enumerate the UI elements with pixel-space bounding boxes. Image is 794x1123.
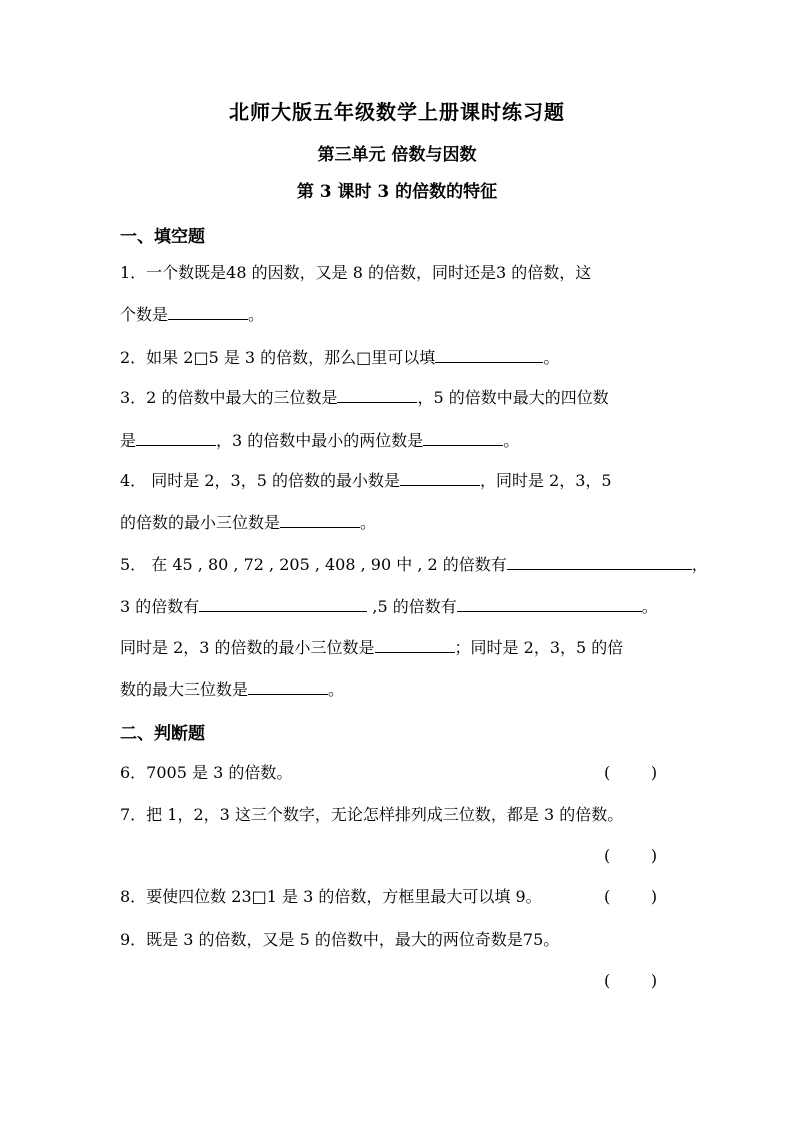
q8-text: 8．要使四位数 23□1 是 3 的倍数，方框里最大可以填 9。 [120,887,542,906]
q5-text-d: ,5 的倍数有 [367,597,457,616]
q4-end: 。 [360,513,377,532]
q3-line2 [120,429,519,452]
q5-text-f: ；同时是 2，3，5 的倍 [454,638,624,657]
q2-answer-blank[interactable] [435,346,543,363]
q5-end-1: 。 [641,597,658,616]
q5-answer-blank-1[interactable] [507,553,692,570]
q1-end: 。 [248,305,265,324]
section-true-false: 二、判断题 [120,724,205,744]
q1-answer-blank[interactable] [168,303,248,320]
q7-text: 7．把 1，2，3 这三个数字，无论怎样排列成三位数，都是 3 的倍数。 [120,805,624,824]
q2-end: 。 [543,348,560,367]
q4-answer-blank-1[interactable] [400,469,480,486]
unit-title: 第三单元 倍数与因数 [317,145,477,165]
q4-line2 [120,511,376,534]
q3-line1 [120,386,609,409]
q3-answer-blank-2[interactable] [136,429,216,446]
q3-text-c: 是 [120,431,137,450]
q5-text-a: 5． 在 45 , 80 , 72 , 205 , 408 , 90 中 , 2 的倍数有 [120,555,507,574]
q2-text: 2．如果 2□5 是 3 的倍数，那么□里可以填 [120,348,436,367]
q5-line3 [120,636,623,659]
q1-line2 [120,303,264,326]
q2-line [120,346,559,369]
q4-text-c: 的倍数的最小三位数是 [120,513,281,532]
section-fill-in: 一、填空题 [120,227,205,247]
q5-line1 [120,553,708,576]
q5-answer-blank-5[interactable] [248,678,328,695]
q6-text: 6．7005 是 3 的倍数。 [120,763,293,782]
q4-text-a: 4． 同时是 2，3，5 的倍数的最小数是 [120,471,400,490]
q5-text-c: 3 的倍数有 [120,597,200,616]
worksheet-title: 北师大版五年级数学上册课时练习题 [229,100,565,124]
q1-text: 个数是 [120,305,169,324]
q5-answer-blank-3[interactable] [457,595,642,612]
q5-answer-blank-4[interactable] [375,636,455,653]
q9-answer-parens[interactable]: ( ) [604,971,658,990]
q5-text-e: 同时是 2，3 的倍数的最小三位数是 [120,638,375,657]
q4-answer-blank-2[interactable] [280,511,360,528]
q3-text-b: ，5 的倍数中最大的四位数 [417,388,609,407]
q5-text-b: ， [691,555,708,574]
q3-answer-blank-3[interactable] [423,429,503,446]
q4-line1 [120,469,612,492]
q9-text: 9．既是 3 的倍数，又是 5 的倍数中，最大的两位奇数是75。 [120,930,560,949]
q5-end-2: 。 [328,680,345,699]
q3-answer-blank-1[interactable] [337,386,417,403]
q5-line2 [120,595,658,618]
q8-answer-parens[interactable]: ( ) [604,887,658,906]
q7-answer-parens[interactable]: ( ) [604,846,658,865]
q3-text-a: 3．2 的倍数中最大的三位数是 [120,388,338,407]
q4-text-b: ，同时是 2，3，5 [479,471,612,490]
q3-text-d: ，3 的倍数中最小的两位数是 [216,431,424,450]
q1-line1: 1．一个数既是48 的因数，又是 8 的倍数，同时还是3 的倍数，这 [120,263,592,282]
q5-line4 [120,678,344,701]
q6-answer-parens[interactable]: ( ) [604,763,658,782]
q3-end: 。 [503,431,520,450]
q5-answer-blank-2[interactable] [199,595,367,612]
q5-text-g: 数的最大三位数是 [120,680,249,699]
lesson-title: 第 3 课时 3 的倍数的特征 [296,182,498,202]
